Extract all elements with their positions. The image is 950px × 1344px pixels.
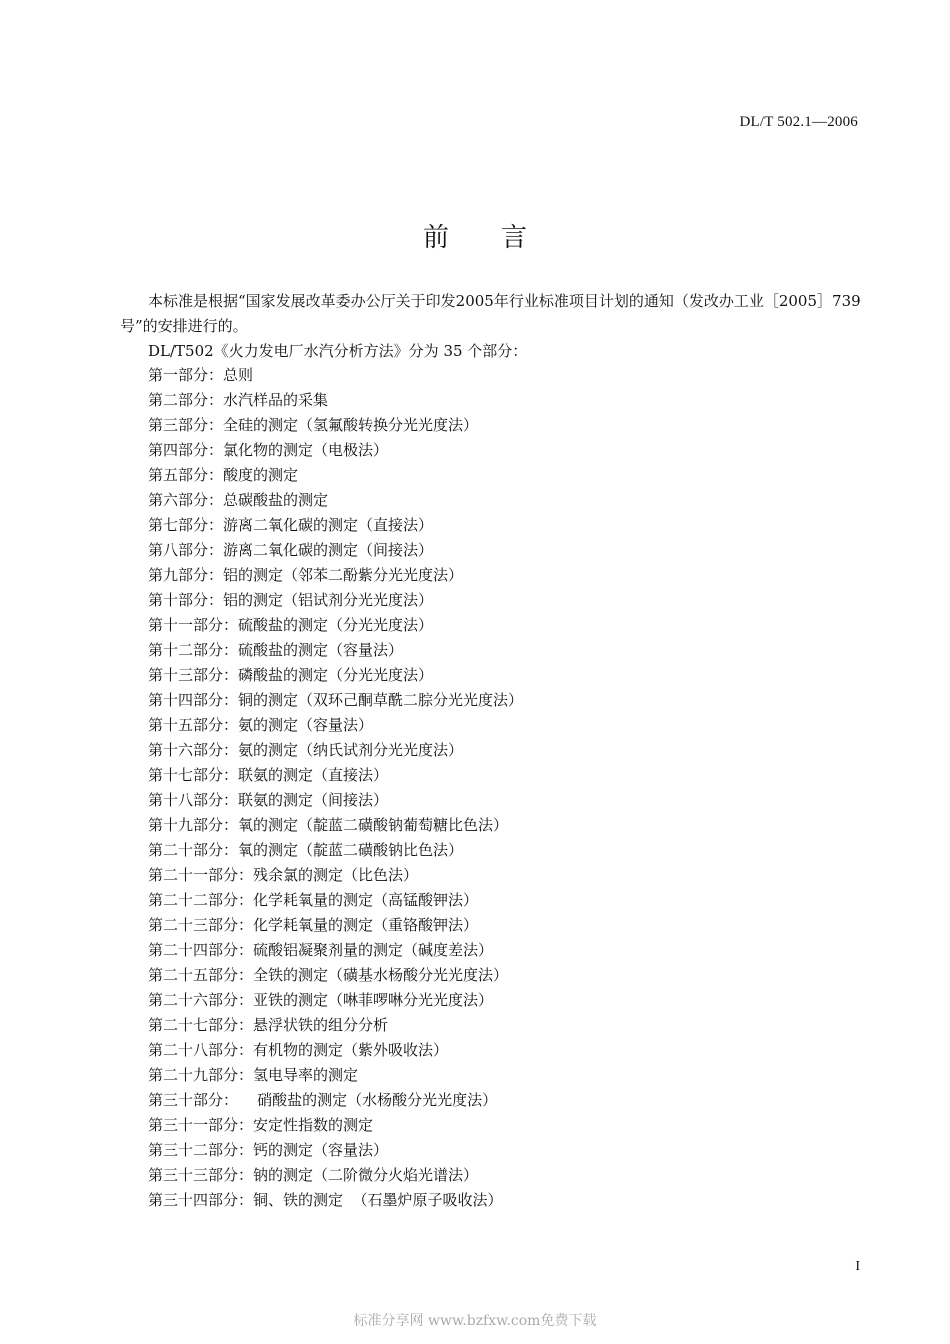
list-item: 第二十九部分：氢电导率的测定 <box>148 1066 359 1084</box>
list-item: 第二十七部分：悬浮状铁的组分分析 <box>148 1016 389 1034</box>
list-item: 第六部分：总碳酸盐的测定 <box>148 491 329 509</box>
list-item: 第十三部分：磷酸盐的测定（分光光度法） <box>148 666 434 684</box>
intro-paragraph: DL/T502《火力发电厂水汽分析方法》分为 35 个部分： <box>148 342 528 360</box>
list-item: 第三十三部分：钠的测定（二阶微分火焰光谱法） <box>148 1166 479 1184</box>
list-item: 第十五部分：氨的测定（容量法） <box>148 716 374 734</box>
list-item: 第十八部分：联氨的测定（间接法） <box>148 791 389 809</box>
list-item: 第八部分：游离二氧化碳的测定（间接法） <box>148 541 434 559</box>
list-item: 第三十部分： 硝酸盐的测定（水杨酸分光光度法） <box>148 1091 498 1109</box>
list-item: 第二十六部分：亚铁的测定（啉菲啰啉分光光度法） <box>148 991 494 1009</box>
watermark: 标准分享网 www.bzfxw.com免费下载 <box>353 1313 597 1329</box>
list-item: 第二十一部分：残余氯的测定（比色法） <box>148 866 419 884</box>
list-item: 第十二部分：硫酸盐的测定（容量法） <box>148 641 404 659</box>
list-item: 第四部分：氯化物的测定（电极法） <box>148 441 389 459</box>
list-item: 第二十部分：氧的测定（靛蓝二磺酸钠比色法） <box>148 841 464 859</box>
list-item: 第二十二部分：化学耗氧量的测定（高锰酸钾法） <box>148 891 479 909</box>
list-item: 第五部分：酸度的测定 <box>148 466 299 484</box>
list-item: 第三部分：全硅的测定（氢氟酸转换分光光度法） <box>148 416 479 434</box>
list-item: 第三十二部分：钙的测定（容量法） <box>148 1141 389 1159</box>
list-item: 第二十四部分：硫酸铝凝聚剂量的测定（碱度差法） <box>148 941 494 959</box>
list-item: 第二十五部分：全铁的测定（磺基水杨酸分光光度法） <box>148 966 509 984</box>
parts-list <box>148 363 523 1213</box>
list-item: 第十六部分：氨的测定（纳氏试剂分光光度法） <box>148 741 464 759</box>
intro-paragraph: 本标准是根据“国家发展改革委办公厅关于印发2005年行业标准项目计划的通知（发改办工业［2005］739号”的安排进行的。 <box>120 292 861 335</box>
list-item: 第二部分：水汽样品的采集 <box>148 391 329 409</box>
list-item: 第三十四部分：铜、铁的测定 （石墨炉原子吸收法） <box>148 1191 503 1209</box>
standard-code: DL/T 502.1—2006 <box>739 114 858 130</box>
list-item: 第七部分：游离二氧化碳的测定（直接法） <box>148 516 434 534</box>
page-number: I <box>855 1259 860 1274</box>
list-item: 第二十三部分：化学耗氧量的测定（重铬酸钾法） <box>148 916 479 934</box>
list-item: 第十部分：铝的测定（铝试剂分光光度法） <box>148 591 434 609</box>
list-item: 第十一部分：硫酸盐的测定（分光光度法） <box>148 616 434 634</box>
list-item: 第一部分：总则 <box>148 366 254 384</box>
list-item: 第九部分：铝的测定（邻苯二酚紫分光光度法） <box>148 566 464 584</box>
list-item: 第十九部分：氧的测定（靛蓝二磺酸钠葡萄糖比色法） <box>148 816 509 834</box>
intro-section <box>120 289 862 364</box>
page-title: 前言 <box>422 223 579 254</box>
list-item: 第十四部分：铜的测定（双环己酮草酰二腙分光光度法） <box>148 691 524 709</box>
list-item: 第三十一部分：安定性指数的测定 <box>148 1116 374 1134</box>
list-item: 第十七部分：联氨的测定（直接法） <box>148 766 389 784</box>
list-item: 第二十八部分：有机物的测定（紫外吸收法） <box>148 1041 449 1059</box>
